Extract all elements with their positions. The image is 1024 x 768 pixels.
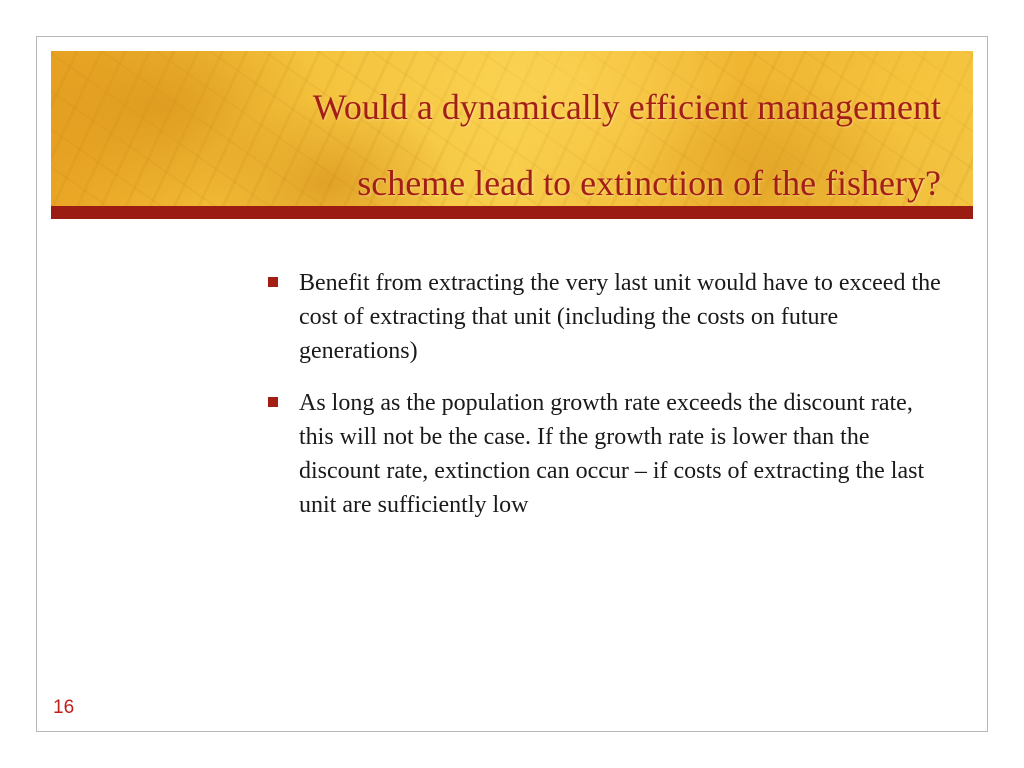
bullet-item — [266, 386, 946, 522]
square-bullet-icon — [268, 397, 278, 407]
bullet-text: Benefit from extracting the very last unit would have to exceed the cost of extracting that unit (including the costs on future generations) — [299, 270, 941, 364]
title-banner — [51, 51, 973, 206]
title-underline-bar — [51, 206, 973, 219]
bullet-item — [266, 266, 946, 368]
slide-content — [266, 266, 946, 540]
bullet-list — [266, 266, 946, 522]
square-bullet-icon — [268, 277, 278, 287]
slide-title — [121, 69, 941, 206]
slide-number: 16 — [53, 697, 75, 718]
slide-title-line-1: Would a dynamically efficient management — [312, 87, 941, 127]
bullet-text: As long as the population growth rate exceeds the discount rate, this will not be the case. If the growth rate is lower than the discount rate, extinction can occur – if costs of extracting the last unit are sufficiently low — [299, 390, 925, 518]
slide-title-line-2: scheme lead to extinction of the fishery? — [357, 163, 941, 203]
